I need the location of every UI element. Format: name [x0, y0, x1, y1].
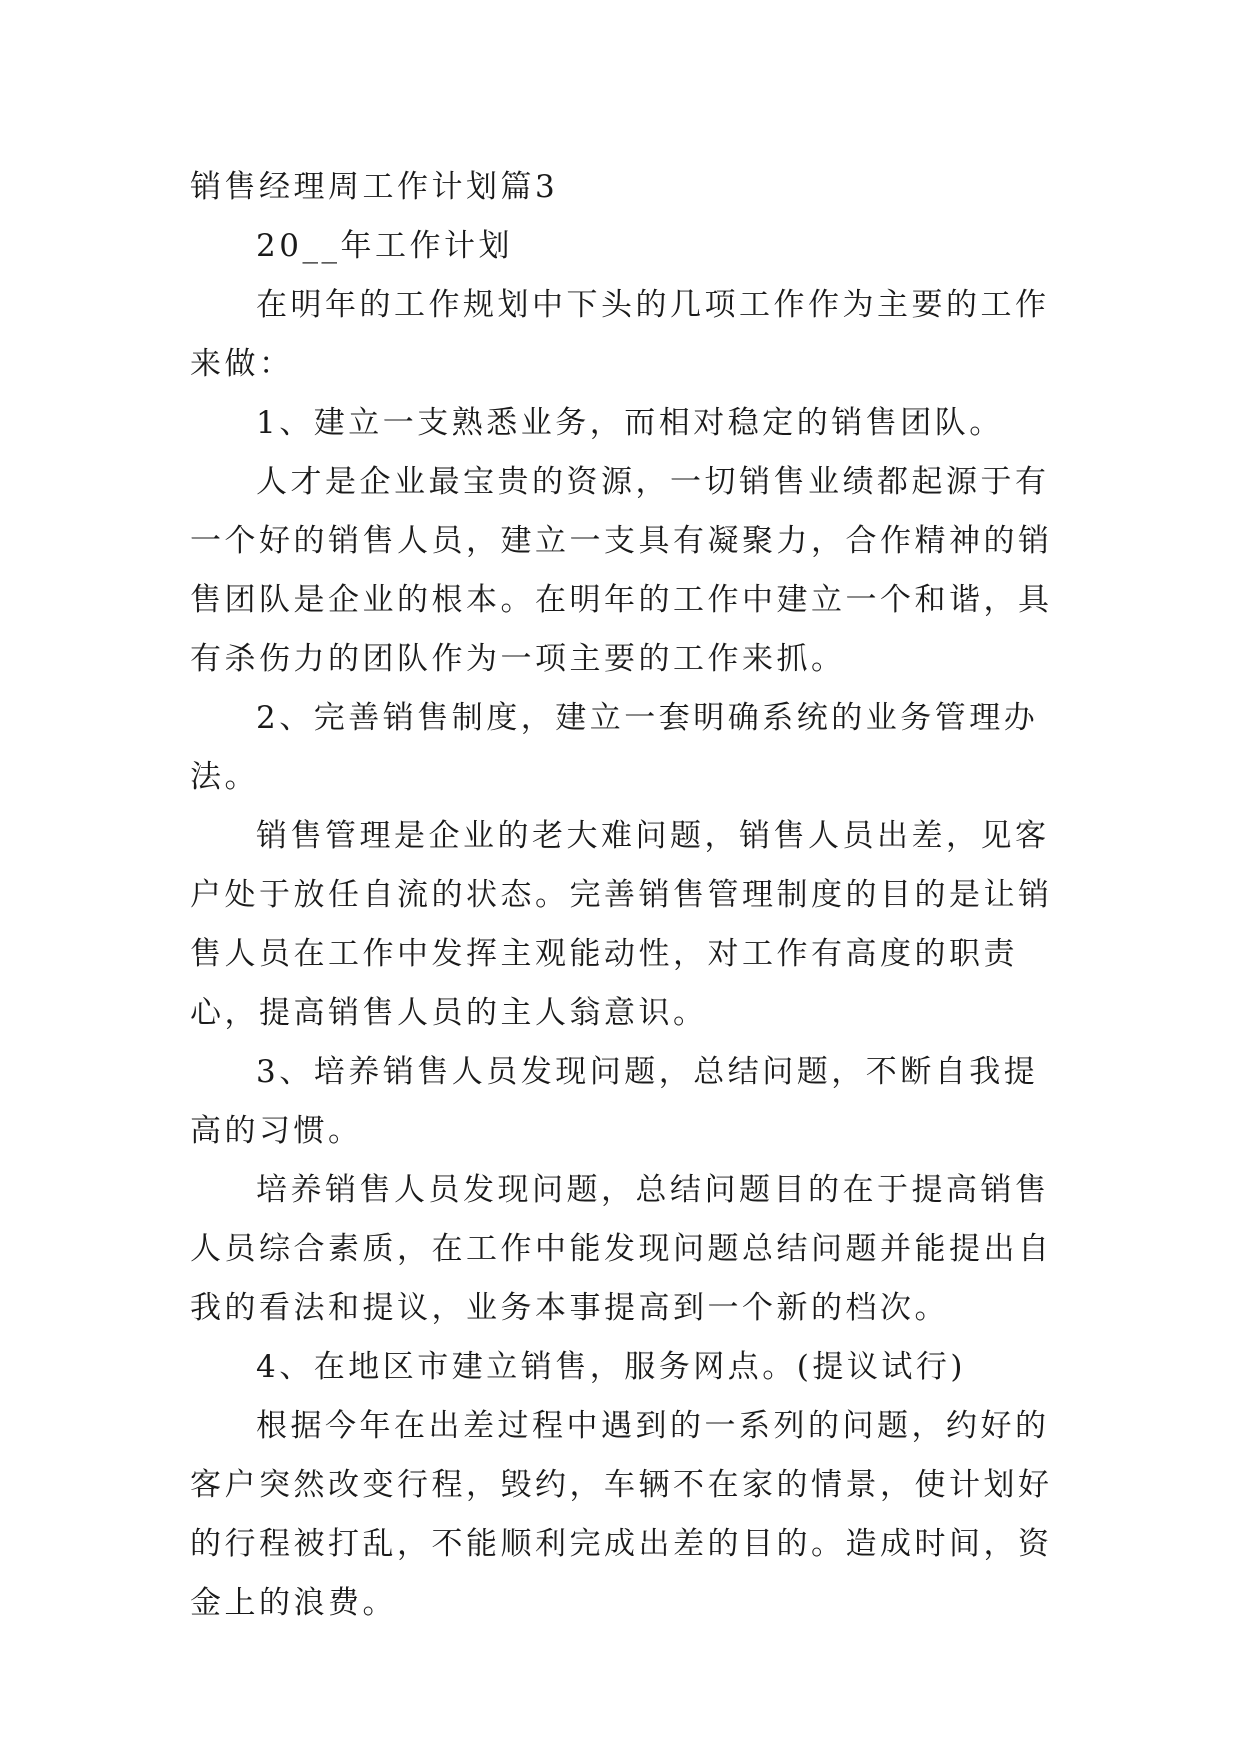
item-3-heading: 3、培养销售人员发现问题，总结问题，不断自我提高的习惯。 [190, 1054, 1039, 1149]
section-heading-year-plan: 20__年工作计划 [256, 228, 513, 264]
item-4-body: 根据今年在出差过程中遇到的一系列的问题，约好的客户突然改变行程，毁约，车辆不在家的情景，使计划好的行程被打乱，不能顺利完成出差的目的。造成时间，资金上的浪费。 [190, 1408, 1053, 1621]
item-4-heading: 4、在地区市建立销售，服务网点。(提议试行) [256, 1349, 966, 1385]
item-1-heading: 1、建立一支熟悉业务，而相对稳定的销售团队。 [256, 405, 1004, 441]
item-3-body: 培养销售人员发现问题，总结问题目的在于提高销售人员综合素质，在工作中能发现问题总结问题并能提出自我的看法和提议，业务本事提高到一个新的档次。 [190, 1172, 1053, 1326]
item-2-body: 销售管理是企业的老大难问题，销售人员出差，见客户处于放任自流的状态。完善销售管理制度的目的是让销售人员在工作中发挥主观能动性，对工作有高度的职责心，提高销售人员的主人翁意识。 [190, 818, 1053, 1031]
document-title: 销售经理周工作计划篇3 [190, 169, 559, 205]
item-2-heading: 2、完善销售制度，建立一套明确系统的业务管理办法。 [190, 700, 1039, 795]
document-body [190, 158, 1070, 1633]
item-1-body: 人才是企业最宝贵的资源，一切销售业绩都起源于有一个好的销售人员，建立一支具有凝聚力，合作精神的销售团队是企业的根本。在明年的工作中建立一个和谐，具有杀伤力的团队作为一项主要的工作来抓。 [190, 464, 1053, 677]
intro-paragraph: 在明年的工作规划中下头的几项工作作为主要的工作来做： [190, 287, 1050, 382]
